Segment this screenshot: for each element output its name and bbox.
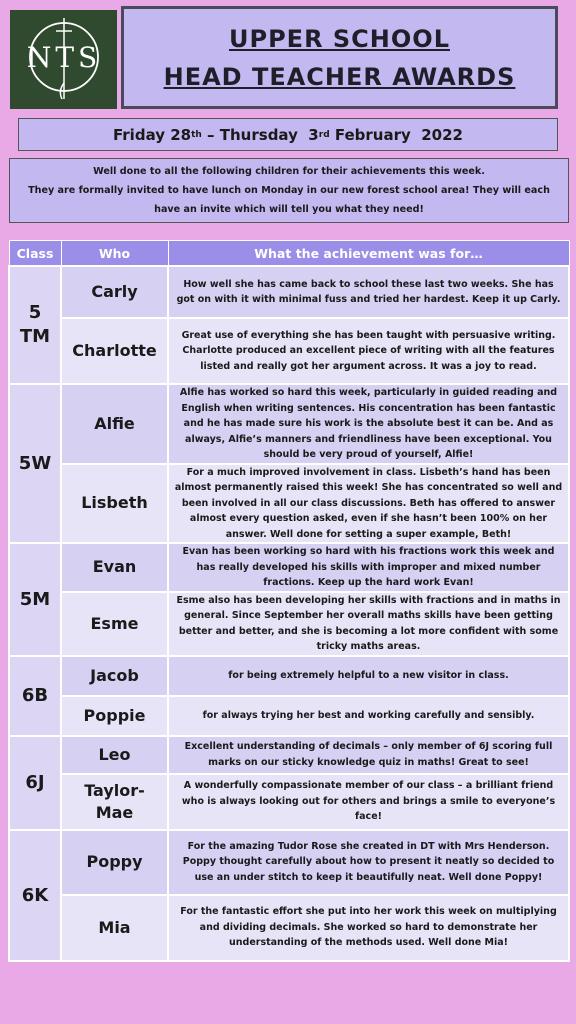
table-row — [9, 696, 569, 736]
header-achievement: What the achievement was for… — [168, 241, 569, 267]
header-class: Class — [9, 241, 61, 267]
pupil-name: Evan — [61, 543, 168, 592]
title-banner — [121, 6, 558, 109]
achievement-text: for being extremely helpful to a new visitor in class. — [168, 656, 569, 696]
pupil-name: Taylor-Mae — [61, 774, 168, 830]
achievement-text: for always trying her best and working carefully and sensibly. — [168, 696, 569, 736]
school-crest-icon — [18, 15, 110, 105]
logo-letters: NTS — [26, 40, 101, 74]
class-cell: 5 TM — [9, 266, 61, 384]
achievement-text: Excellent understanding of decimals – only member of 6J scoring full marks on our sticky knowledge quiz in maths! Great to see! — [168, 736, 569, 774]
achievement-text: How well she has came back to school these last two weeks. She has got on with it with minimal fuss and tried her hardest. Keep it up Carly. — [168, 266, 569, 318]
pupil-name: Alfie — [61, 384, 168, 464]
class-cell: 5M — [9, 543, 61, 656]
table-row — [9, 266, 569, 318]
achievement-text: Great use of everything she has been taught with persuasive writing. Charlotte produced an excellent piece of writing with all the features listed and really got her argument across. It was a joy to read. — [168, 318, 569, 384]
table-row — [9, 895, 569, 961]
date-part3: February 2022 — [329, 125, 463, 144]
table-row — [9, 592, 569, 656]
intro-line1: Well done to all the following children for their achievements this week. — [93, 166, 485, 177]
achievement-text: A wonderfully compassionate member of our class – a brilliant friend who is always looking out for others and brings a smile to everyone’s face! — [168, 774, 569, 830]
date-sup1: th — [191, 129, 202, 140]
school-logo — [10, 10, 117, 109]
achievement-text: For the amazing Tudor Rose she created in DT with Mrs Henderson. Poppy thought carefully about how to present it neatly so decided to use an under stitch to keep it beautifully neat. Well done Poppy! — [168, 830, 569, 895]
pupil-name: Esme — [61, 592, 168, 656]
awards-table — [8, 240, 570, 962]
achievement-text: For the fantastic effort she put into her work this week on multiplying and dividing decimals. She worked so hard to demonstrate her understanding of the methods used. Well done Mia! — [168, 895, 569, 961]
date-part1: Friday 28 — [113, 125, 192, 144]
intro-message — [9, 158, 569, 223]
pupil-name: Poppy — [61, 830, 168, 895]
intro-line2: They are formally invited to have lunch on Monday in our new forest school area! They will each — [28, 185, 550, 196]
table-row — [9, 464, 569, 544]
class-cell: 6J — [9, 736, 61, 830]
achievement-text: Evan has been working so hard with his fractions work this week and has really developed his skills with improper and mixed number fractions. Keep up the hard work Evan! — [168, 543, 569, 592]
table-row — [9, 774, 569, 830]
header-who: Who — [61, 241, 168, 267]
class-cell: 6K — [9, 830, 61, 961]
class-cell: 5W — [9, 384, 61, 543]
table-row — [9, 656, 569, 696]
pupil-name: Leo — [61, 736, 168, 774]
date-sup2: rd — [318, 129, 330, 140]
pupil-name: Mia — [61, 895, 168, 961]
table-row — [9, 384, 569, 464]
table-row — [9, 736, 569, 774]
class-cell: 6B — [9, 656, 61, 736]
table-row — [9, 830, 569, 895]
date-part2: – Thursday 3 — [201, 125, 319, 144]
pupil-name: Lisbeth — [61, 464, 168, 544]
page-title-line1: UPPER SCHOOL — [229, 24, 450, 53]
table-header-row — [9, 241, 569, 267]
achievement-text: For a much improved involvement in class. Lisbeth’s hand has been almost permanently raised this week! She has concentrated so well and been involved in all our class discussions. Beth has offered to answer almost every question asked, even if she hasn’t been 100% on her answer. Well done for setting a super example, Beth! — [168, 464, 569, 544]
pupil-name: Jacob — [61, 656, 168, 696]
pupil-name: Carly — [61, 266, 168, 318]
table-row — [9, 543, 569, 592]
achievement-text: Esme also has been developing her skills with fractions and in maths in general. Since September her overall maths skills have been getting better and better, and she is becoming a lot more confident with some tricky maths areas. — [168, 592, 569, 656]
pupil-name: Poppie — [61, 696, 168, 736]
achievement-text: Alfie has worked so hard this week, particularly in guided reading and English when writing sentences. His concentration has been fantastic and he has made sure his work is the absolute best it can be. And as always, Alfie’s manners and friendliness have been exceptional. You should be very proud of yourself, Alfie! — [168, 384, 569, 464]
pupil-name: Charlotte — [61, 318, 168, 384]
date-range — [18, 118, 558, 151]
page-title-line2: HEAD TEACHER AWARDS — [163, 62, 516, 91]
intro-line3: have an invite which will tell you what they need! — [154, 204, 424, 215]
table-row — [9, 318, 569, 384]
